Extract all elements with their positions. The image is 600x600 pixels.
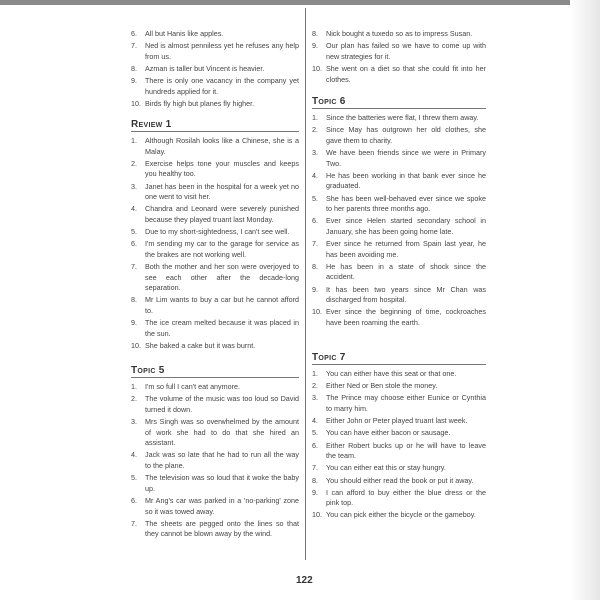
item-number: 4. bbox=[131, 450, 137, 460]
list-item bbox=[131, 227, 299, 238]
item-text: The ice cream melted because it was placed in the sun. bbox=[145, 318, 299, 338]
list-item bbox=[312, 148, 486, 169]
list-item bbox=[131, 159, 299, 180]
item-number: 3. bbox=[312, 147, 318, 157]
item-text: Nick bought a tuxedo so as to impress Susan. bbox=[326, 29, 473, 38]
item-number: 1. bbox=[131, 382, 137, 391]
item-text: Azman is taller but Vincent is heavier. bbox=[145, 63, 265, 73]
item-text: I'm so full I can't eat anymore. bbox=[145, 382, 241, 391]
item-text: You should either read the book or put it away. bbox=[326, 475, 474, 485]
list-item bbox=[312, 393, 486, 414]
section-heading: Topic 5 bbox=[131, 365, 299, 378]
item-text: Janet has been in the hospital for a week yet no one went to visit her. bbox=[145, 181, 299, 202]
item-text: Exercise helps tone your muscles and keeps you healthy too. bbox=[145, 158, 299, 179]
item-number: 8. bbox=[312, 475, 318, 485]
item-number: 6. bbox=[312, 440, 318, 450]
section-topic-6 bbox=[312, 96, 486, 330]
list-item bbox=[312, 488, 486, 509]
item-number: 6. bbox=[131, 495, 137, 505]
item-text: Ever since Helen started secondary school in January, she has been going home late. bbox=[326, 216, 486, 236]
item-text: Jack was so late that he had to run all the way to the plane. bbox=[145, 450, 299, 470]
list-item bbox=[312, 369, 486, 380]
item-number: 6. bbox=[131, 29, 137, 38]
item-number: 5. bbox=[312, 193, 318, 203]
list-item bbox=[312, 476, 486, 487]
item-text: Due to my short-sightedness, I can't see well. bbox=[145, 227, 290, 237]
item-number: 8. bbox=[312, 261, 318, 271]
list-item bbox=[312, 416, 486, 427]
scan-right-shadow bbox=[570, 0, 600, 600]
list-item bbox=[131, 496, 299, 517]
answer-list bbox=[131, 136, 299, 352]
item-text: I can afford to buy either the blue dress or the pink top. bbox=[326, 487, 486, 508]
item-text: Either Ned or Ben stole the money. bbox=[326, 381, 438, 391]
list-item bbox=[312, 428, 486, 439]
item-text: The volume of the music was too loud so David turned it down. bbox=[145, 394, 299, 414]
item-text: We have been friends since we were in Primary Two. bbox=[326, 147, 486, 168]
item-text: I'm sending my car to the garage for service as the brakes are not working well. bbox=[145, 239, 299, 259]
list-item bbox=[312, 307, 486, 328]
list-item bbox=[131, 99, 299, 110]
item-text: She has been well-behaved ever since we spoke to her parents three months ago. bbox=[326, 193, 486, 214]
item-number: 10. bbox=[312, 307, 322, 317]
item-number: 7. bbox=[312, 239, 318, 249]
list-item bbox=[131, 417, 299, 449]
item-number: 6. bbox=[131, 239, 137, 249]
item-number: 5. bbox=[312, 428, 318, 438]
list-item bbox=[312, 239, 486, 260]
item-text: He has been in a state of shock since the accident. bbox=[326, 261, 486, 282]
item-number: 2. bbox=[312, 381, 318, 391]
item-number: 7. bbox=[131, 518, 137, 528]
item-number: 10. bbox=[131, 98, 141, 108]
item-number: 10. bbox=[312, 63, 322, 73]
item-text: You can have either bacon or sausage. bbox=[326, 428, 451, 438]
item-text: Although Rosilah looks like a Chinese, she is a Malay. bbox=[145, 136, 299, 156]
item-number: 10. bbox=[131, 341, 141, 351]
item-text: Since the batteries were flat, I threw them away. bbox=[326, 113, 479, 122]
list-item bbox=[312, 381, 486, 392]
list-item bbox=[131, 76, 299, 97]
list-item bbox=[312, 41, 486, 62]
list-item bbox=[131, 204, 299, 225]
section-topic-5 bbox=[131, 365, 299, 541]
left-top-list bbox=[131, 29, 299, 111]
item-number: 8. bbox=[312, 29, 318, 38]
item-number: 9. bbox=[312, 284, 318, 294]
list-item bbox=[312, 125, 486, 146]
list-item bbox=[131, 64, 299, 75]
item-number: 9. bbox=[131, 76, 137, 86]
item-number: 2. bbox=[312, 125, 318, 135]
list-item bbox=[131, 239, 299, 260]
list-item bbox=[131, 29, 299, 40]
item-number: 4. bbox=[312, 416, 318, 426]
item-number: 8. bbox=[131, 63, 137, 73]
item-text: Mr Ang's car was parked in a 'no-parking' zone so it was towed away. bbox=[145, 495, 299, 516]
item-text: All but Hanis like apples. bbox=[145, 29, 224, 38]
item-text: She went on a diet so that she could fit into her clothes. bbox=[326, 63, 486, 84]
list-item bbox=[131, 519, 299, 540]
list-item bbox=[131, 382, 299, 393]
list-item bbox=[131, 318, 299, 339]
section-review-1 bbox=[131, 119, 299, 353]
section-heading: Review 1 bbox=[131, 119, 299, 132]
item-text: There is only one vacancy in the company yet hundreds applied for it. bbox=[145, 76, 299, 96]
list-item bbox=[312, 463, 486, 474]
item-number: 7. bbox=[312, 463, 318, 473]
list-item bbox=[312, 285, 486, 306]
scan-top-edge bbox=[0, 0, 600, 5]
item-text: Both the mother and her son were overjoyed to see each other after the decade-long separation. bbox=[145, 262, 299, 293]
list-item bbox=[312, 262, 486, 283]
item-number: 3. bbox=[131, 181, 137, 191]
list-item bbox=[131, 295, 299, 316]
item-text: Mr Lim wants to buy a car but he cannot afford to. bbox=[145, 295, 299, 316]
item-number: 4. bbox=[312, 170, 318, 180]
answer-list bbox=[131, 29, 299, 110]
list-item bbox=[312, 113, 486, 124]
list-item bbox=[131, 136, 299, 157]
list-item bbox=[131, 182, 299, 203]
item-number: 3. bbox=[312, 393, 318, 403]
answer-list bbox=[312, 29, 486, 85]
list-item bbox=[131, 394, 299, 415]
item-number: 2. bbox=[131, 394, 137, 404]
item-number: 7. bbox=[131, 41, 137, 51]
item-text: The Prince may choose either Eunice or Cynthia to marry him. bbox=[326, 393, 486, 413]
list-item bbox=[131, 41, 299, 62]
item-number: 5. bbox=[131, 227, 137, 237]
item-text: Ever since he returned from Spain last year, he has been avoiding me. bbox=[326, 239, 486, 259]
answer-list bbox=[312, 369, 486, 521]
list-item bbox=[312, 194, 486, 215]
item-number: 10. bbox=[312, 510, 322, 520]
list-item bbox=[312, 216, 486, 237]
list-item bbox=[312, 441, 486, 462]
item-text: You can pick either the bicycle or the gameboy. bbox=[326, 510, 476, 520]
item-text: You can either eat this or stay hungry. bbox=[326, 463, 446, 473]
item-text: He has been working in that bank ever since he graduated. bbox=[326, 170, 486, 191]
list-item bbox=[312, 29, 486, 40]
item-number: 1. bbox=[312, 369, 318, 378]
item-number: 8. bbox=[131, 295, 137, 305]
section-heading: Topic 6 bbox=[312, 96, 486, 109]
item-number: 1. bbox=[312, 113, 318, 122]
item-number: 9. bbox=[131, 318, 137, 328]
item-number: 1. bbox=[131, 136, 137, 145]
item-number: 6. bbox=[312, 216, 318, 226]
item-text: Birds fly high but planes fly higher. bbox=[145, 98, 255, 108]
item-number: 5. bbox=[131, 473, 137, 483]
item-text: Mrs Singh was so overwhelmed by the amount of work she had to do that she hired an assistant. bbox=[145, 416, 299, 448]
list-item bbox=[312, 171, 486, 192]
item-text: Ever since the beginning of time, cockroaches have been roaming the earth. bbox=[326, 307, 486, 328]
item-text: It has been two years since Mr Chan was discharged from hospital. bbox=[326, 284, 486, 305]
item-number: 9. bbox=[312, 41, 318, 51]
section-topic-7 bbox=[312, 352, 486, 523]
column-divider bbox=[305, 8, 306, 560]
item-text: Ned is almost penniless yet he refuses any help from us. bbox=[145, 41, 299, 61]
item-text: Chandra and Leonard were severely punished because they played truant last Monday. bbox=[145, 204, 299, 224]
item-text: Either Robert bucks up or he will have to leave the team. bbox=[326, 440, 486, 461]
list-item bbox=[131, 450, 299, 471]
page-number: 122 bbox=[296, 575, 313, 586]
list-item bbox=[312, 510, 486, 521]
item-text: Our plan has failed so we have to come up with new strategies for it. bbox=[326, 41, 486, 61]
item-number: 7. bbox=[131, 262, 137, 272]
item-text: She baked a cake but it was burnt. bbox=[145, 341, 256, 351]
item-text: The sheets are pegged onto the lines so that they cannot be blown away by the wind. bbox=[145, 518, 299, 539]
list-item bbox=[131, 341, 299, 352]
list-item bbox=[131, 473, 299, 494]
list-item bbox=[312, 64, 486, 85]
item-text: You can either have this seat or that one. bbox=[326, 369, 457, 378]
item-text: Either John or Peter played truant last week. bbox=[326, 416, 468, 426]
section-heading: Topic 7 bbox=[312, 352, 486, 365]
item-number: 2. bbox=[131, 158, 137, 168]
item-text: Since May has outgrown her old clothes, she gave them to charity. bbox=[326, 125, 486, 145]
answer-list bbox=[131, 382, 299, 540]
item-number: 3. bbox=[131, 416, 137, 426]
list-item bbox=[131, 262, 299, 294]
right-top-list bbox=[312, 29, 486, 87]
answer-list bbox=[312, 113, 486, 329]
item-number: 4. bbox=[131, 204, 137, 214]
item-number: 9. bbox=[312, 487, 318, 497]
item-text: The television was so loud that it woke the baby up. bbox=[145, 473, 299, 493]
